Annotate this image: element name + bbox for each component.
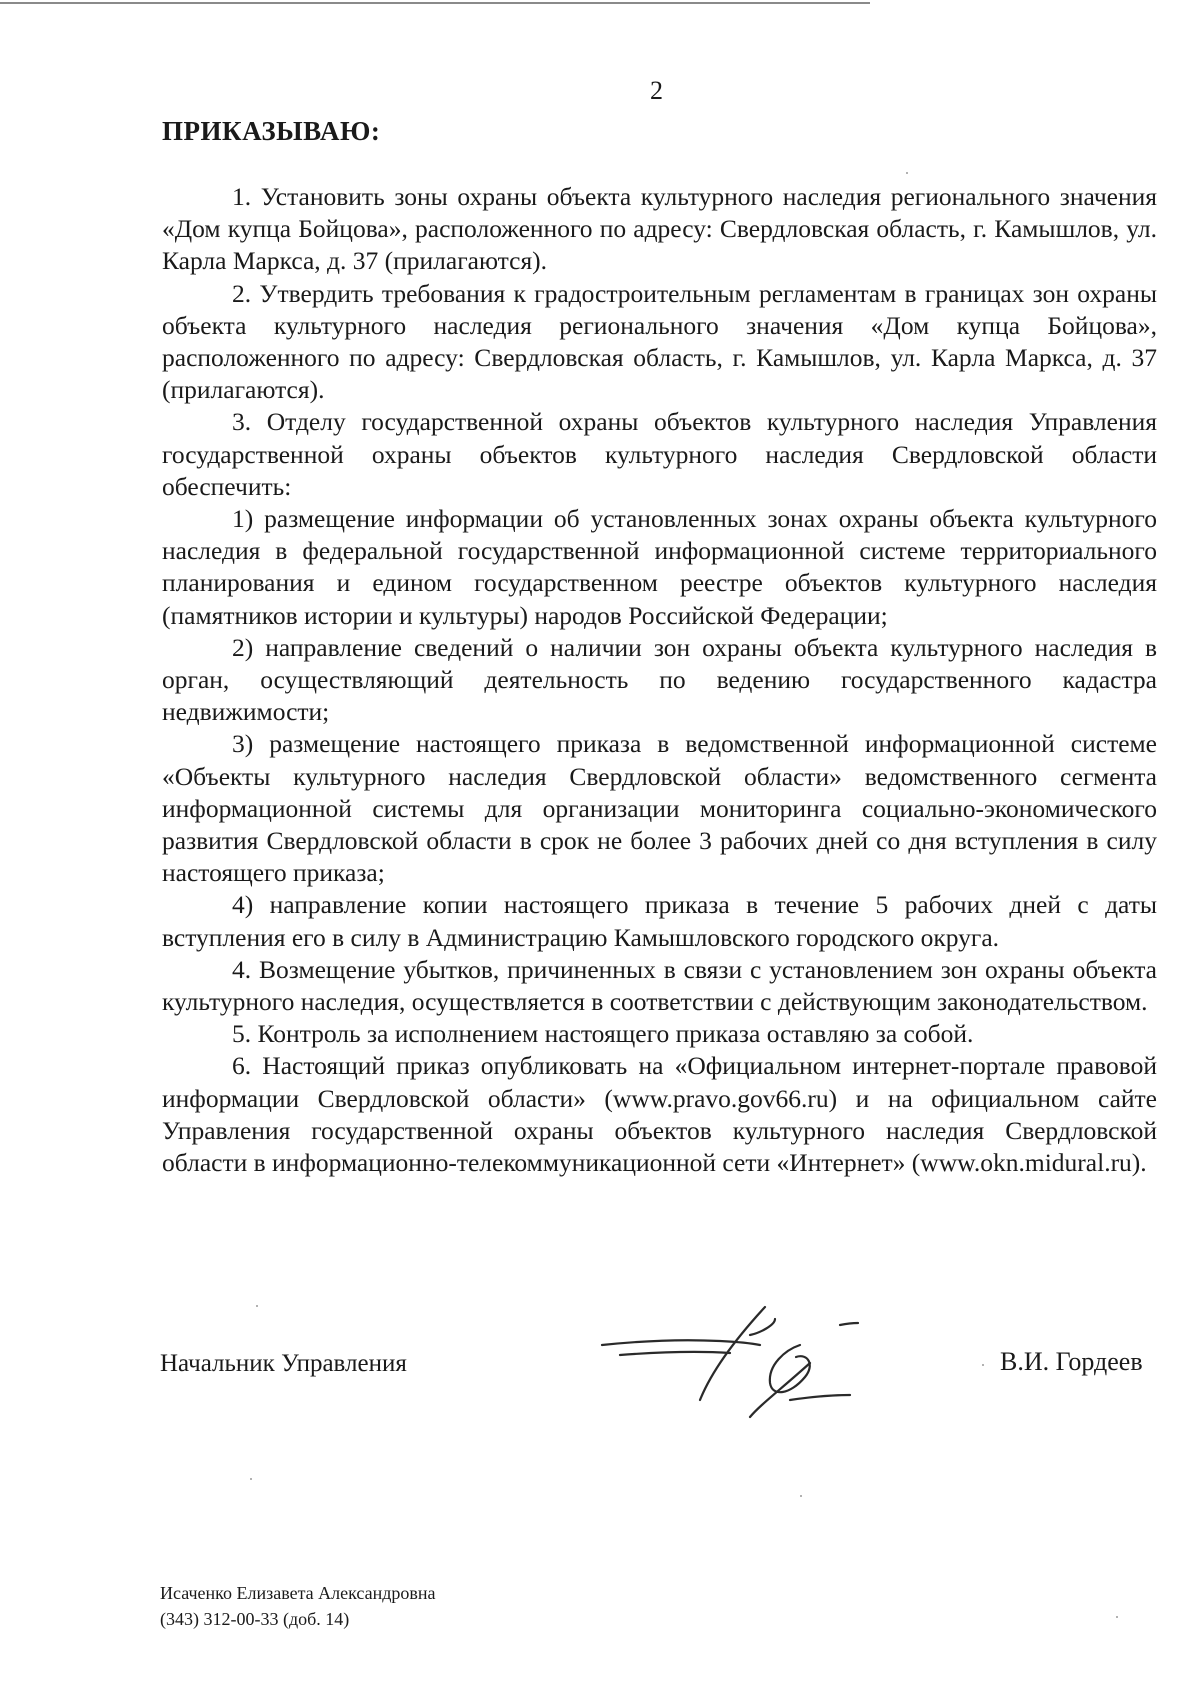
scan-speck: [1116, 1616, 1118, 1618]
executor-block: [160, 1580, 436, 1632]
scan-edge-line: [0, 2, 870, 4]
paragraph-2: 2. Утвердить требования к градостроительным регламентам в границах зон охраны объекта культурного наследия регионального значения «Дом купца Бойцова», расположенного по адресу: Свердловская область, г. Камышлов, ул. Карла Маркса, д. 37 (прилагаются).: [162, 278, 1157, 405]
document-body: [162, 181, 1157, 1179]
scan-speck: [906, 172, 908, 174]
scan-speck: [250, 1478, 252, 1480]
paragraph-3-item-3: 3) размещение настоящего приказа в ведомственной информационной системе «Объекты культурного наследия Свердловской области» ведомственного сегмента информационной системы для организации мониторинга социально-экономического развития Свердловской области в срок не более 3 рабочих дней со дня вступления в силу настоящего приказа;: [162, 729, 1157, 888]
paragraph-5: 5. Контроль за исполнением настоящего приказа оставляю за собой.: [232, 1019, 974, 1049]
executor-phone: (343) 312-00-33 (доб. 14): [160, 1609, 350, 1629]
signatory-name: В.И. Гордеев: [1000, 1347, 1143, 1376]
handwritten-signature: [600, 1305, 870, 1425]
scan-speck: [982, 1364, 984, 1366]
paragraph-3-item-4: 4) направление копии настоящего приказа в течение 5 рабочих дней с даты вступления его в силу в Администрацию Камышловского городского округа.: [162, 890, 1157, 952]
paragraph-3-item-1: 1) размещение информации об установленных зонах охраны объекта культурного наследия в федеральной государственной информационной системе территориального планирования и едином государственном реестре объектов культурного наследия (памятников истории и культуры) народов Российской Федерации;: [162, 504, 1157, 630]
paragraph-4: 4. Возмещение убытков, причиненных в связи с установлением зон охраны объекта культурного наследия, осуществляется в соответствии с действующим законодательством.: [162, 954, 1157, 1017]
paragraph-3: 3. Отделу государственной охраны объектов культурного наследия Управления государственной охраны объектов культурного наследия Свердловской области обеспечить:: [162, 407, 1157, 501]
executor-name: Исаченко Елизавета Александровна: [160, 1583, 436, 1603]
paragraph-1: 1. Установить зоны охраны объекта культурного наследия регионального значения «Дом купца Бойцова», расположенного по адресу: Свердловская область, г. Камышлов, ул. Карла Маркса, д. 37 (прилагаются).: [162, 182, 1157, 276]
scan-speck: [800, 1495, 802, 1497]
paragraph-6: 6. Настоящий приказ опубликовать на «Официальном интернет-портале правовой информации Свердловской области» (www.pravo.gov66.ru) и на официальном сайте Управления государственной охраны объектов культурного наследия Свердловской области в информационно-телекоммуникационной сети «Интернет» (www.okn.midural.ru).: [162, 1051, 1157, 1178]
order-heading: ПРИКАЗЫВАЮ:: [162, 116, 381, 146]
paragraph-3-item-2: 2) направление сведений о наличии зон охраны объекта культурного наследия в орган, осуществляющий деятельность по ведению государственного кадастра недвижимости;: [162, 632, 1157, 727]
signature-role: Начальник Управления: [160, 1350, 407, 1377]
scan-speck: [256, 1305, 258, 1307]
page-number: 2: [650, 76, 663, 105]
